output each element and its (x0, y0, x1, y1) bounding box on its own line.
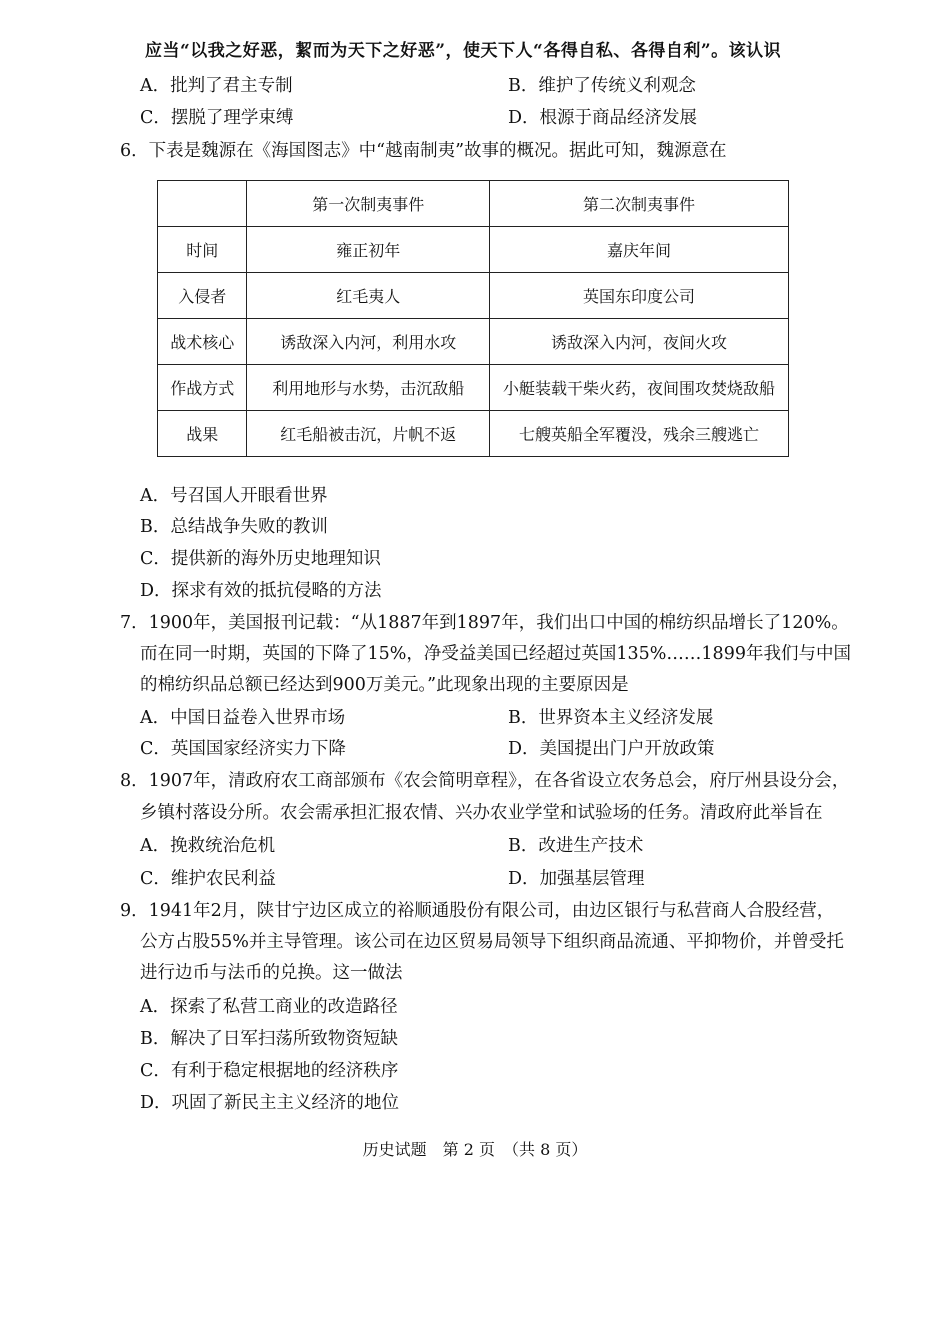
q9-option-d[interactable]: D．巩固了新民主主义经济的地位 (140, 1093, 400, 1113)
table-cell: 小艇装载干柴火药，夜间围攻焚烧敌船 (489, 365, 788, 411)
option-text: 摆脱了理学束缚 (170, 108, 294, 128)
q6-option-d[interactable]: D．探求有效的抵抗侵略的方法 (140, 581, 382, 601)
table-cell: 英国东印度公司 (489, 273, 788, 319)
option-text: 改进生产技术 (538, 836, 644, 856)
option-letter: B． (508, 836, 539, 856)
q5-option-c[interactable] (140, 105, 293, 131)
table-cell: 利用地形与水势，击沉敌船 (247, 365, 489, 411)
option-letter: B． (508, 76, 539, 96)
option-text: 批判了君主专制 (170, 76, 293, 96)
option-text: 美国提出门户开放政策 (539, 739, 715, 759)
table-cell: 嘉庆年间 (489, 227, 788, 273)
q6-option-c[interactable]: C．提供新的海外历史地理知识 (140, 549, 381, 569)
table-cell: 红毛夷人 (247, 273, 489, 319)
q5-option-b[interactable] (508, 73, 696, 99)
q7-option-d[interactable] (508, 736, 715, 762)
table-header-cell: 第二次制夷事件 (489, 181, 788, 227)
option-text: 中国日益卷入世界市场 (170, 708, 346, 728)
q9-stem-line2: 公方占股55%并主导管理。该公司在边区贸易局领导下组织商品流通、平抑物价，并曾受托 (140, 932, 844, 952)
table-cell: 诱敌深入内河，夜间火攻 (489, 319, 788, 365)
q8-option-d[interactable] (508, 866, 645, 892)
q6-option-b[interactable]: B．总结战争失败的教训 (140, 517, 328, 537)
table-header-row (158, 181, 789, 227)
table-cell-label: 战果 (158, 411, 247, 457)
page-footer: 历史试题 第 2 页 （共 8 页） (362, 1140, 588, 1159)
table-header-cell (158, 181, 247, 227)
q6-option-a[interactable]: A．号召国人开眼看世界 (140, 486, 328, 506)
table-row (158, 365, 789, 411)
option-letter: D． (508, 869, 540, 889)
table-header-cell: 第一次制夷事件 (247, 181, 489, 227)
option-letter: D． (508, 108, 540, 128)
q9-option-b[interactable]: B．解决了日军扫荡所致物资短缺 (140, 1029, 398, 1049)
q7-stem-line2: 而在同一时期，英国的下降了15%，净受益美国已经超过英国135%……1899年我们与中国 (140, 644, 851, 664)
option-letter: A． (140, 76, 171, 96)
option-letter: A． (140, 836, 171, 856)
q6-stem: 6．下表是魏源在《海国图志》中“越南制夷”故事的概况。据此可知，魏源意在 (120, 141, 727, 161)
option-text: 英国国家经济实力下降 (170, 739, 346, 759)
option-text: 根源于商品经济发展 (539, 108, 698, 128)
option-text: 维护了传统义利观念 (538, 76, 696, 96)
q9-stem-line3: 进行边币与法币的兑换。这一做法 (140, 963, 403, 983)
q7-stem-line3: 的棉纺织品总额已经达到900万美元。”此现象出现的主要原因是 (140, 675, 629, 695)
option-text: 维护农民利益 (170, 869, 276, 889)
option-text: 加强基层管理 (539, 869, 645, 889)
q9-stem-line1: 9．1941年2月，陕甘宁边区成立的裕顺通股份有限公司，由边区银行与私营商人合股经营， (120, 901, 835, 921)
option-letter: D． (508, 739, 540, 759)
q5-option-a[interactable] (140, 73, 293, 99)
table-row (158, 411, 789, 457)
table-cell: 红毛船被击沉，片帆不返 (247, 411, 489, 457)
q5-option-d[interactable] (508, 105, 697, 131)
q7-stem-line1: 7．1900年，美国报刊记载：“从1887年到1897年，我们出口中国的棉纺织品增长了120%。 (120, 613, 849, 633)
q7-option-a[interactable] (140, 705, 345, 731)
q8-stem-line1: 8．1907年，清政府农工商部颁布《农会简明章程》，在各省设立农务总会，府厅州县设分会， (120, 771, 850, 791)
option-letter: A． (140, 708, 171, 728)
q7-option-b[interactable] (508, 705, 713, 731)
q6-table (157, 180, 789, 457)
q9-option-c[interactable]: C．有利于稳定根据地的经济秩序 (140, 1061, 399, 1081)
q7-option-c[interactable] (140, 736, 346, 762)
q9-option-a[interactable]: A．探索了私营工商业的改造路径 (140, 997, 398, 1017)
table-cell-label: 时间 (158, 227, 247, 273)
table-row (158, 227, 789, 273)
option-letter: B． (508, 708, 539, 728)
table-cell: 雍正初年 (247, 227, 489, 273)
table-cell-label: 作战方式 (158, 365, 247, 411)
option-letter: C． (140, 108, 171, 128)
table-row (158, 319, 789, 365)
option-text: 挽救统治危机 (170, 836, 276, 856)
option-letter: C． (140, 739, 171, 759)
table-row (158, 273, 789, 319)
option-text: 世界资本主义经济发展 (538, 708, 714, 728)
table-cell-label: 战术核心 (158, 319, 247, 365)
q5-stem-continuation: 应当“以我之好恶，絜而为天下之好恶”，使天下人“各得自私、各得自利”。该认识 (145, 41, 782, 61)
q8-option-c[interactable] (140, 866, 276, 892)
q8-option-a[interactable] (140, 833, 275, 859)
table-cell-label: 入侵者 (158, 273, 247, 319)
table-cell: 诱敌深入内河，利用水攻 (247, 319, 489, 365)
table-cell: 七艘英船全军覆没，残余三艘逃亡 (489, 411, 788, 457)
option-letter: C． (140, 869, 171, 889)
q8-stem-line2: 乡镇村落设分所。农会需承担汇报农情、兴办农业学堂和试验场的任务。清政府此举旨在 (140, 803, 823, 823)
q8-option-b[interactable] (508, 833, 643, 859)
